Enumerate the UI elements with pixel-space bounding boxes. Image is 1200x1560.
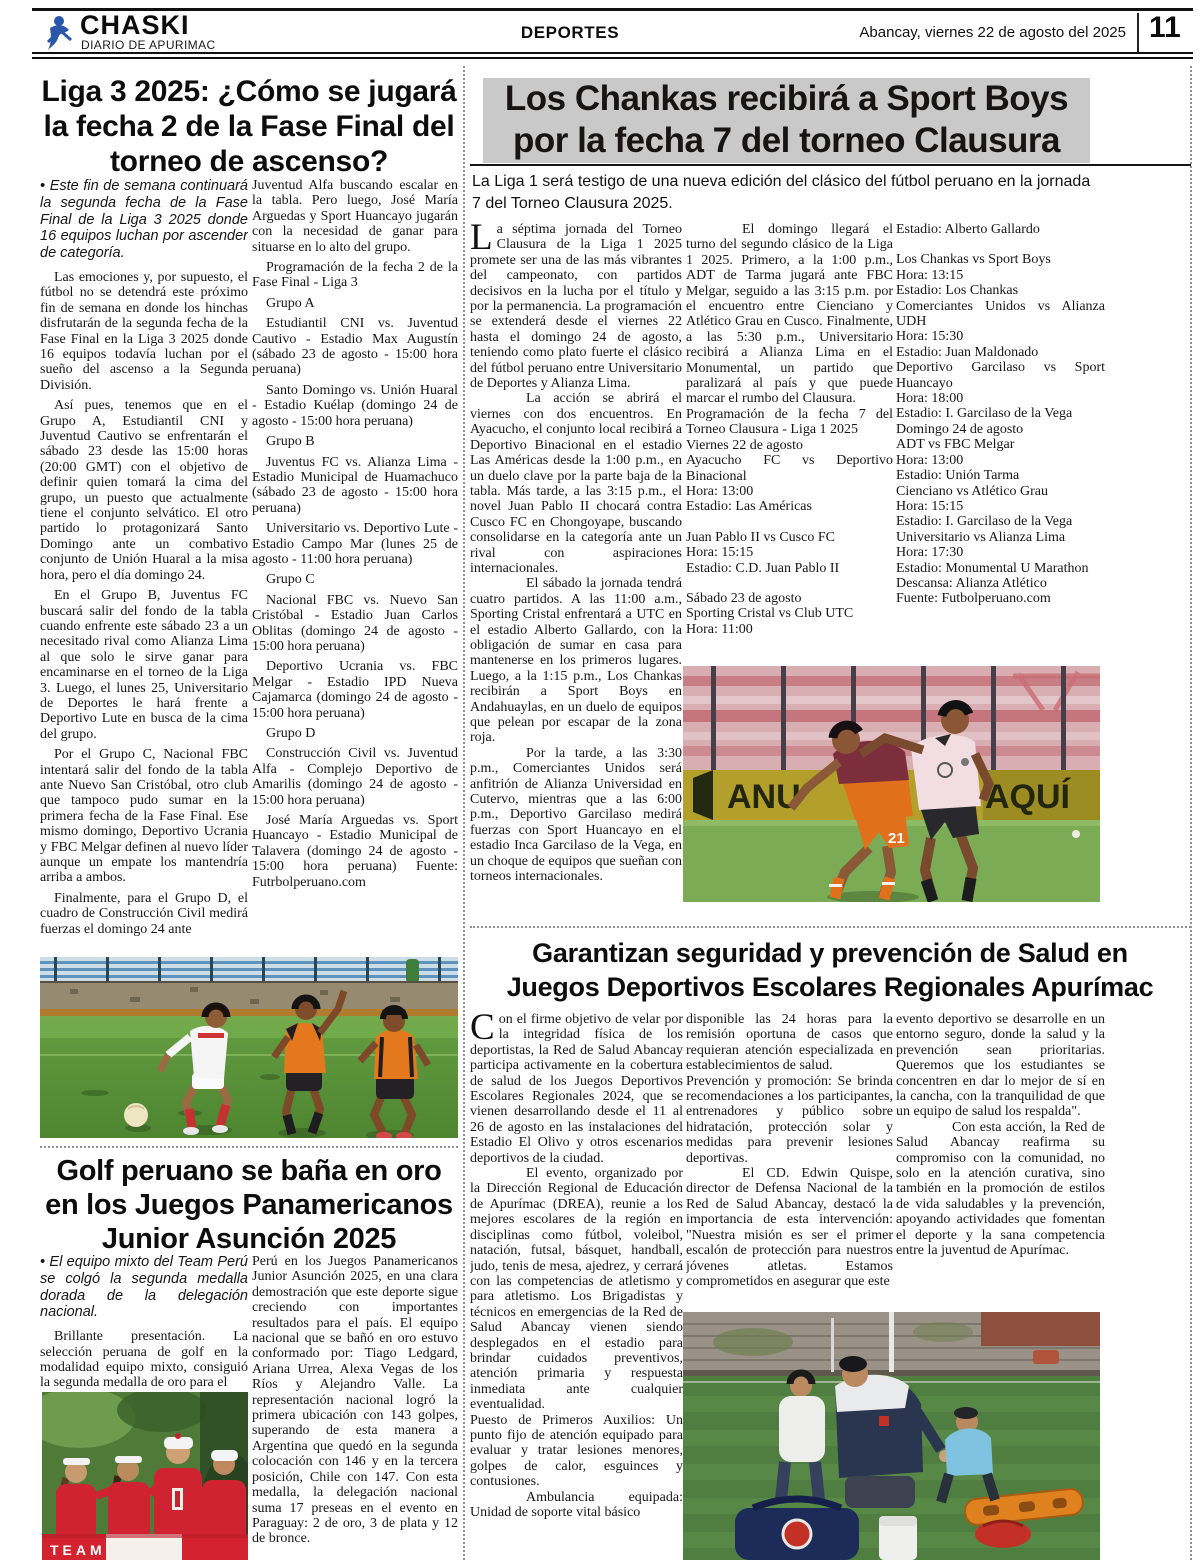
vertical-divider-right xyxy=(1190,66,1192,1560)
schedule-line: Los Chankas vs Sport Boys xyxy=(896,252,1051,268)
photo-liga3-match xyxy=(40,957,458,1138)
chankas-column-3 xyxy=(896,222,1105,658)
body-paragraph: Finalmente, para el Grupo D, el cuadro de Construcción Civil medirá fuerzas el domingo 24 ante xyxy=(40,890,248,937)
schedule-line: Hora: 13:00 xyxy=(686,483,754,499)
body-paragraph: Grupo D xyxy=(266,726,316,741)
body-paragraph: Construcción Civil vs. Juventud Alfa - Complejo Deportivo de Amarilis (domingo 24 de agosto - 15:00 hora peruana) xyxy=(252,746,458,808)
jersey-number: 21 xyxy=(888,830,905,847)
body-paragraph: disponible las 24 horas para la remisión oportuna de casos que requieran atención especializada en establecimientos de salud. xyxy=(686,1012,893,1074)
schedule-line: Hora: 18:00 xyxy=(896,391,964,407)
photo-golf-team xyxy=(42,1392,248,1560)
body-paragraph: En el Grupo B, Juventus FC buscará salir del fondo de la tabla cuando enfrente este sábado 23 a un necesitado rival como Alianza Lima al que solo le sirve ganar para encaminarse en el torneo de la Liga 3. Luego, el lunes 25, Universitario de Deportes le hará frente a Deportivo Lute en busca de la cima del grupo. xyxy=(40,588,248,742)
ad-board-text-left: ANU xyxy=(727,778,801,816)
schedule-line: Ayacucho FC vs Deportivo Binacional xyxy=(686,453,893,484)
photo-salud-atencion xyxy=(683,1312,1100,1560)
golf-flag-text: TEAM xyxy=(50,1542,106,1558)
schedule-line xyxy=(896,237,1105,252)
body-paragraph: Por la tarde, a las 3:30 p.m., Comerciantes Unidos será anfitrión de Alianza Universidad en Cutervo, mientras que a las 6:00 p.m., Deportivo Garcilaso medirá fuerzas con Sport Huancayo en el estadio Inca Garcilaso de la Vega, en un choque de equipos que sueñan con torneos internacionales. xyxy=(470,745,682,885)
body-paragraph: Puesto de Primeros Auxilios: Un punto fijo de atención equipado para evaluar y tratar lesiones menores, golpes de calor, esguinces y contusiones. xyxy=(470,1412,683,1490)
header-separator xyxy=(1137,13,1139,52)
schedule-line: Sporting Cristal vs Club UTC xyxy=(686,606,854,622)
golf-column-1 xyxy=(40,1254,248,1390)
chankas-column-2 xyxy=(686,222,893,658)
schedule-line: Juan Pablo II vs Cusco FC xyxy=(686,529,835,545)
schedule-line: Hora: 13:00 xyxy=(896,452,964,468)
section-title: DEPORTES xyxy=(520,23,620,42)
schedule-line: Programación de la fecha 7 del Torneo Clausura - Liga 1 2025 xyxy=(686,406,893,438)
vertical-divider xyxy=(463,66,465,1560)
schedule-line: Estadio: Los Chankas xyxy=(896,283,1019,299)
horizontal-divider xyxy=(40,1146,458,1148)
schedule-line: Estadio: Alberto Gallardo xyxy=(896,222,1040,237)
schedule-line: Universitario vs Alianza Lima xyxy=(896,529,1066,545)
headline-underline xyxy=(470,164,1191,166)
body-paragraph: Grupo C xyxy=(266,572,315,588)
page-number: 11 xyxy=(1149,11,1181,44)
body-paragraph: evento deportivo se desarrolle en un entorno seguro, donde la salud y la prevención sean prioritarias. Queremos que los estudiantes se concentren en dar lo mejor de sí en la cancha, con la tranquilidad de que un equipo de salud los respalda". xyxy=(896,1012,1105,1120)
schedule-line: Hora: 11:00 xyxy=(686,621,753,637)
schedule-line: Cienciano vs Atlético Grau xyxy=(896,483,1049,499)
body-paragraph: Perú en los Juegos Panamericanos Junior Asunción 2025, en una clara demostración que este deporte sigue creciendo con importantes resultados para el país. El equipo nacional que se bañó en oro estuvo conformado por: Tiago Ledgard, Ariana Urrea, Alexa Vegas de los Ríos y Alejandro Valle. La representación nacional logró la primera ubicación con 143 golpes, superando de esta manera a Argentina que quedó en la segunda colocación con 146 y en la tercera posición, Chile con 147. Con esta medalla, la delegación nacional suma 17 preseas en el evento en Paraguay: 2 de oro, 3 de plata y 12 de bronce. xyxy=(252,1254,458,1547)
drop-cap: L xyxy=(470,222,493,258)
liga3-column-2 xyxy=(252,178,458,950)
horizontal-divider xyxy=(470,926,1191,928)
salud-column-3 xyxy=(896,1012,1105,1308)
headline-chankas: Los Chankas recibirá a Sport Boys por la fecha 7 del torneo Clausura xyxy=(483,78,1090,163)
headline-liga3: Liga 3 2025: ¿Cómo se jugará la fecha 2 de la Fase Final del torneo de ascenso? xyxy=(41,75,457,178)
dateline: Abancay, viernes 22 de agosto del 2025 xyxy=(859,24,1126,41)
body-paragraph: El CD. Edwin Quispe, director de Defensa Nacional de la Red de Salud Abancay, destacó la importancia de esta intervención: "Nuestra misión es ser el primer escalón de protección para nuestros jóvenes atletas. Estamos comprometidos en asegurar que este xyxy=(686,1166,893,1289)
schedule-line: Hora: 13:15 xyxy=(896,267,964,283)
body-paragraph: Juventus FC vs. Alianza Lima - Estadio Municipal de Huamachuco (sábado 23 de agosto - 15:00 hora peruana) xyxy=(252,454,458,516)
body-paragraph: Santo Domingo vs. Unión Huaral - Estadio Kuélap (domingo 24 de agosto - 15:00 hora peruana) xyxy=(252,382,458,429)
schedule-line: ADT vs FBC Melgar xyxy=(896,437,1015,453)
body-paragraph: José María Arguedas vs. Sport Huancayo - Estadio Municipal de Talavera (domingo 24 de agosto - 15:00 hora peruana) Fuente: Futrbolperuano.com xyxy=(252,813,458,890)
body-paragraph: Juventud Alfa buscando escalar en la tabla. Pero luego, José María Arguedas y Sport Huancayo jugarán con la necesidad de ganar para situarse en lo alto del grupo. xyxy=(252,178,458,255)
schedule-line: Hora: 17:30 xyxy=(896,545,964,561)
body-paragraph: Nacional FBC vs. Nuevo San Cristóbal - Estadio Juan Carlos Oblitas (domingo 24 de agosto - 15:00 hora peruana) xyxy=(252,592,458,654)
golf-column-2 xyxy=(252,1254,458,1560)
masthead-brand: CHASKI xyxy=(80,10,190,40)
body-paragraph: Con el firme objetivo de velar por la integridad física de los deportistas, la Red de Salud Abancay participa activamente en la cobertura de salud de los Juegos Deportivos Escolares Regionales 2024, que se vienen desarrollando desde el 11 al 26 de agosto en las instalaciones del Estadio El Olivo y otros escenarios deportivos de la ciudad. xyxy=(470,1012,683,1166)
schedule-line: Estadio: Unión Tarma xyxy=(896,468,1020,484)
body-paragraph: Por el Grupo C, Nacional FBC intentará salir del fondo de la tabla ante Nuevo San Cristóbal, otro club que tampoco pudo sumar en la primera fecha de la Fase Final. Ese mismo domingo, Deportivo Ucrania y FBC Melgar definen al nuevo líder aunque un empate los mantendría arriba a ambos. xyxy=(40,747,248,886)
body-paragraph: Grupo A xyxy=(266,295,315,311)
ad-board-text-right: AQUÍ xyxy=(985,778,1070,816)
body-paragraph: La séptima jornada del Torneo Clausura de la Liga 1 2025 promete ser una de las más vibrantes del campeonato, con partidos decisivos en la lucha por el título y por la permanencia. La programación se extenderá desde el viernes 22 hasta el domingo 24 de agosto, teniendo como plato fuerte el clásico del fútbol peruano entre Universitario de Deportes y Alianza Lima. xyxy=(470,222,682,392)
body-paragraph: Estudiantil CNI vs. Juventud Cautivo - Estadio Max Augustín (sábado 23 de agosto - 15:00 hora peruana) xyxy=(252,316,458,378)
body-paragraph: El domingo llegará el turno del segundo clásico de la Liga 1 2025. Primero, a la 1:00 p.m., ADT de Tarma jugará ante FBC Melgar, seguido a las 3:15 p.m. por el encuentro entre Cienciano y Atlético Grau en Cusco. Finalmente, a las 5:30 p.m., Universitario recibirá a Alianza Lima en el Monumental, un partido que paralizará al país y que puede marcar el rumbo del Clausura. xyxy=(686,222,893,407)
schedule-line: Hora: 15:15 xyxy=(896,498,964,514)
schedule-line: Hora: 15:30 xyxy=(896,329,964,345)
drop-cap: C xyxy=(470,1012,495,1048)
schedule-line: Deportivo Garcilaso vs Sport Huancayo xyxy=(896,360,1105,391)
liga3-lead: • Este fin de semana continuará la segunda fecha de la Fase Final de la Liga 3 2025 donde 16 equipos luchan por ascender de categoría. xyxy=(40,178,248,262)
body-paragraph: Con esta acción, la Red de Salud Abancay reafirma su compromiso con la comunidad, no solo en la atención curativa, sino también en la promoción de estilos de vida saludables y la prevención, apoyando actividades que fomentan el deporte y la sana competencia entre la juventud de Apurímac. xyxy=(896,1119,1105,1259)
body-paragraph: Ambulancia equipada: Unidad de soporte vital básico xyxy=(470,1489,683,1520)
body-paragraph: Programación de la fecha 2 de la Fase Final - Liga 3 xyxy=(252,260,458,291)
headline-golf: Golf peruano se baña en oro en los Juegos Panamericanos Junior Asunción 2025 xyxy=(45,1155,453,1255)
body-paragraph: La acción se abrirá el viernes con dos encuentros. En Ayacucho, el conjunto local recibirá a Deportivo Binacional en el estadio Las Américas desde la 1:00 p.m., en un duelo clave por la parte baja de la tabla. Más tarde, a las 3:15 p.m., el novel Juan Pablo II chocará contra Cusco FC en Chongoyape, buscando consolidarse en la categoría ante un rival con aspiraciones internacionales. xyxy=(470,391,682,576)
body-paragraph: Prevención y promoción: Se brinda recomendaciones a los participantes, entrenadores y público sobre hidratación, protección solar y medidas para prevenir lesiones deportivas. xyxy=(686,1073,893,1166)
schedule-line: Estadio: Juan Maldonado xyxy=(896,344,1039,360)
body-paragraph: Universitario vs. Deportivo Lute - Estadio Campo Mar (lunes 25 de agosto - 11:00 hora peruana) xyxy=(252,521,458,567)
schedule-line: Hora: 15:15 xyxy=(686,545,754,561)
schedule-line: Viernes 22 de agosto xyxy=(686,437,803,453)
liga3-column-1 xyxy=(40,178,248,950)
salud-column-2 xyxy=(686,1012,893,1308)
headline-salud: Garantizan seguridad y prevención de Salud en Juegos Deportivos Escolares Regionales Apurímac xyxy=(506,938,1154,1002)
schedule-line: Estadio: I. Garcilaso de la Vega xyxy=(896,514,1073,530)
masthead-subtitle: DIARIO DE APURIMAC xyxy=(81,38,216,52)
schedule-line xyxy=(686,515,893,530)
body-paragraph: Grupo B xyxy=(266,434,315,450)
schedule-line: Descansa: Alianza Atlético xyxy=(896,575,1047,591)
schedule-line: Estadio: C.D. Juan Pablo II xyxy=(686,560,840,576)
body-paragraph: El sábado la jornada tendrá cuatro partidos. A las 11:00 a.m., Sporting Cristal enfrentará a UTC en el estadio Alberto Gallardo, con la obligación de sumar en casa para mantenerse en los primeros lugares. Luego, a la 1:15 p.m., Los Chankas recibirán a Sport Boys en Andahuaylas, en un duelo de equipos que pelean por escapar de la zona roja. xyxy=(470,576,682,746)
body-paragraph: Deportivo Ucrania vs. FBC Melgar - Estadio IPD Nueva Cajamarca (domingo 24 de agosto - 15:00 hora peruana) xyxy=(252,659,458,721)
schedule-line: Fuente: Futbolperuano.com xyxy=(896,591,1051,607)
body-paragraph: Brillante presentación. La selección peruana de golf en la modalidad equipo mixto, consiguió la segunda medalla de oro para el xyxy=(40,1329,248,1390)
schedule-line xyxy=(686,576,893,591)
body-paragraph: Las emociones y, por supuesto, el fútbol no se detendrá este próximo fin de semana en donde los hinchas disfrutarán de la segunda fecha de la Fase Final en la Liga 3 2025 donde 16 equipos todavía luchan por el sueño del ascenso a la Segunda División. xyxy=(40,269,248,393)
schedule-line: Sábado 23 de agosto xyxy=(686,590,802,606)
golf-lead: • El equipo mixto del Team Perú se colgó la segunda medalla dorada de la delegación nacional. xyxy=(40,1254,248,1321)
schedule-line: Estadio: I. Garcilaso de la Vega xyxy=(896,406,1073,422)
schedule-line: Estadio: Monumental U Marathon xyxy=(896,560,1089,576)
header-rule-1 xyxy=(32,52,1193,54)
top-rule xyxy=(32,8,1193,11)
body-paragraph: Así pues, tenemos que en el Grupo A, Estudiantil CNI y Juventud Cautivo se enfrentarán el sábado 23 desde las 15:00 horas (20:00 GMT) con el objetivo de definir quien tomará la cima del grupo, un puesto que actualmente tiene el conjunto selvático. El otro partido lo protagonizará Santo Domingo ante un combativo conjunto de Unión Huaral a la misa hora, pero el día domingo 24. xyxy=(40,398,248,583)
salud-column-1 xyxy=(470,1012,683,1560)
photo-chankas-duel xyxy=(683,666,1100,902)
body-paragraph: El evento, organizado por la Dirección Regional de Educación de Apurímac (DREA), reunie a los mejores escolares de la región en disciplinas como fútbol, voleibol, natación, futsal, básquet, handball, judo, tenis de mesa, ajedrez, y cerrará con las competencias de atletismo y para atletismo. Los Brigadistas y técnicos en emergencias de la Red de Salud Abancay vienen siendo desplegados en el estadio para brindar cuidados preventivos, atención primaria y respuesta inmediata ante cualquier eventualidad. xyxy=(470,1166,683,1413)
schedule-line: Estadio: Las Américas xyxy=(686,499,812,515)
header-rule-2 xyxy=(32,57,1193,59)
chankas-subtitle: La Liga 1 será testigo de una nueva edición del clásico del fútbol peruano en la jornada 7 del Torneo Clausura 2025. xyxy=(472,173,1091,212)
schedule-line: Comerciantes Unidos vs Alianza UDH xyxy=(896,298,1105,330)
schedule-line: Domingo 24 de agosto xyxy=(896,421,1024,437)
chankas-column-1 xyxy=(470,222,682,906)
